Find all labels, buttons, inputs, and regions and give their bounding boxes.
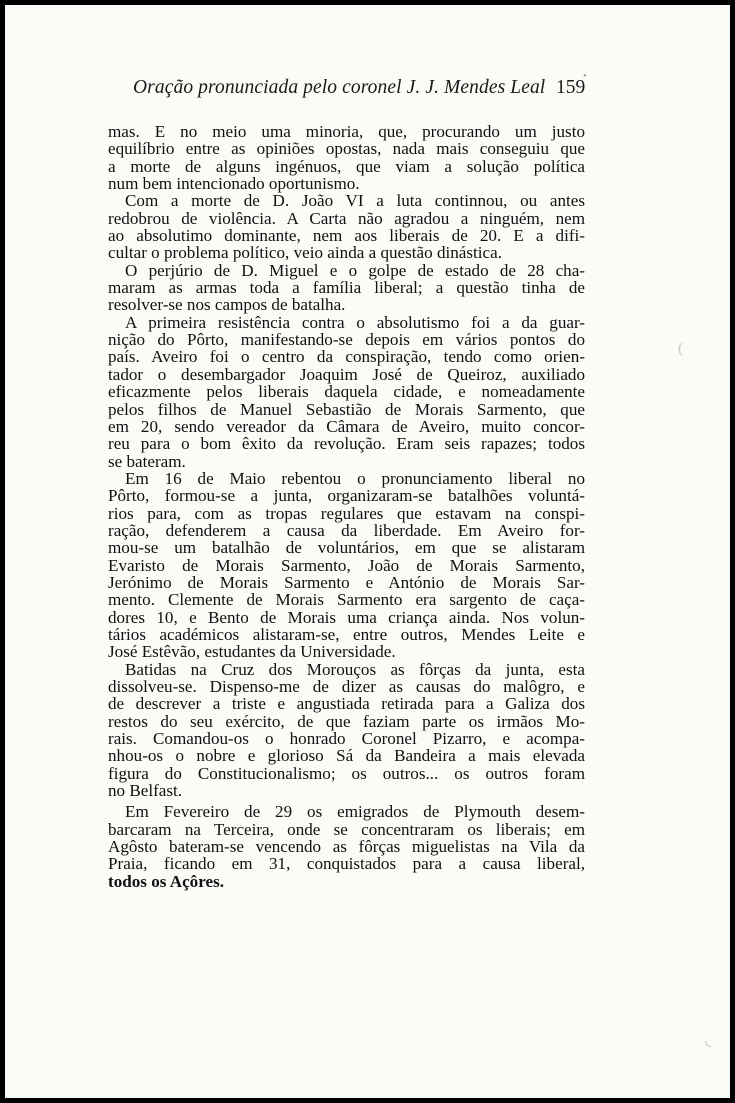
text-line: todos os Açôres. <box>108 871 225 891</box>
text-line: ao absolutimo dominante, nem aos liberais de 20. E a difi- <box>108 226 585 246</box>
text-line: maram as armas toda a família liberal; a questão tinha de <box>108 278 585 298</box>
speck-mark: • <box>583 71 587 82</box>
text-line: pelos filhos de Manuel Sebastião de Morais Sarmento, que <box>108 399 585 419</box>
text-line: A primeira resistência contra o absolutismo foi a da guar- <box>125 312 585 332</box>
page-number: 159 <box>556 77 586 98</box>
text-line: redobrou de violência. A Carta não agradou a ninguém, nem <box>108 208 585 228</box>
text-line: cultar o problema político, veio ainda a questão dinástica. <box>108 243 502 263</box>
text-line: Em Fevereiro de 29 os emigrados de Plymouth desem- <box>125 802 585 822</box>
text-line: mento. Clemente de Morais Sarmento era sargento de caça- <box>108 590 585 610</box>
text-line: no Belfast. <box>108 781 183 801</box>
text-line: dores 10, e Bento de Morais uma criança ainda. Nos volun- <box>108 607 585 627</box>
text-line: eficazmente pelos liberais daquela cidade, e nomeadamente <box>108 382 585 402</box>
text-line: tários académicos alistaram-se, entre outros, Mendes Leite e <box>108 624 585 644</box>
text-line: de descrever a triste e angustiada retirada para a Galiza dos <box>108 694 585 714</box>
text-line: a morte de alguns ingénuos, que viam a solução política <box>108 156 585 176</box>
text-line: O perjúrio de D. Miguel e o golpe de estado de 28 cha- <box>125 260 585 280</box>
edge-mark: ( <box>678 340 684 357</box>
text-line: Pôrto, formou-se a junta, organizaram-se batalhões voluntá- <box>108 486 585 506</box>
text-line: restos do seu exército, de que faziam parte os irmãos Mo- <box>108 711 585 731</box>
text-line: rais. Comandou-os o honrado Coronel Pizarro, e acompa- <box>108 729 585 749</box>
text-line: rios para, com as tropas regulares que estavam na conspi- <box>108 503 585 523</box>
text-line: em 20, sendo vereador da Câmara de Aveiro, muito concor- <box>108 416 585 436</box>
text-line: nhou-os o nobre e glorioso Sá da Bandeira a mais elevada <box>108 746 585 766</box>
book-page <box>5 5 730 1098</box>
paragraph <box>108 262 585 314</box>
paragraph <box>108 661 585 800</box>
paragraph <box>108 803 585 890</box>
text-line: Com a morte de D. João VI a luta continnou, ou antes <box>125 191 585 211</box>
text-line: Evaristo de Morais Sarmento, João de Morais Sarmento, <box>108 555 585 575</box>
text-line: nição do Pôrto, manifestando-se depois em vários pontos do <box>108 330 585 350</box>
text-line: Agôsto bateram-se vencendo as fôrças miguelistas na Vila da <box>108 837 585 857</box>
paragraph <box>108 314 585 470</box>
text-line: reu para o bom êxito da revolução. Eram seis rapazes; todos <box>108 434 585 454</box>
text-line: equilíbrio entre as opiniões opostas, nada mais conseguiu que <box>108 139 585 159</box>
text-line: dissolveu-se. Dispenso-me de dizer as causas do malôgro, e <box>108 677 585 696</box>
text-line: Em 16 de Maio rebentou o pronunciamento liberal no <box>125 468 585 488</box>
text-line: figura do Constitucionalismo; os outros... os outros foram <box>108 763 585 783</box>
text-line: país. Aveiro foi o centro da conspiração, tendo como orien- <box>108 347 585 367</box>
paragraph <box>108 192 585 261</box>
text-line: tador o desembargador Joaquim José de Queiroz, auxiliado <box>108 364 585 384</box>
page-header <box>5 77 730 103</box>
body-text <box>108 123 585 890</box>
running-head: Oração pronunciada pelo coronel J. J. Mendes Leal <box>133 77 546 98</box>
text-line: ração, defenderem a causa da liberdade. Em Aveiro for- <box>108 520 585 540</box>
text-line: José Estêvão, estudantes da Universidade. <box>108 642 396 662</box>
text-line: se bateram. <box>108 451 186 471</box>
paragraph <box>108 470 585 661</box>
paragraph <box>108 123 585 192</box>
text-line: num bem intencionado oportunismo. <box>108 174 360 194</box>
text-line: mas. E no meio uma minoria, que, procurando um justo <box>108 122 585 141</box>
text-line: mou-se um batalhão de voluntários, em que se alistaram <box>108 538 585 558</box>
text-line: Praia, ficando em 31, conquistados para a causa liberal, <box>108 854 585 874</box>
text-line: resolver-se nos campos de batalha. <box>108 295 346 315</box>
text-line: Batidas na Cruz dos Morouços as fôrças da junta, esta <box>125 659 585 679</box>
text-line: barcaram na Terceira, onde se concentraram os liberais; em <box>108 819 585 839</box>
text-line: Jerónimo de Morais Sarmento e António de Morais Sar- <box>108 572 585 592</box>
edge-mark: ◟ <box>705 1032 712 1049</box>
